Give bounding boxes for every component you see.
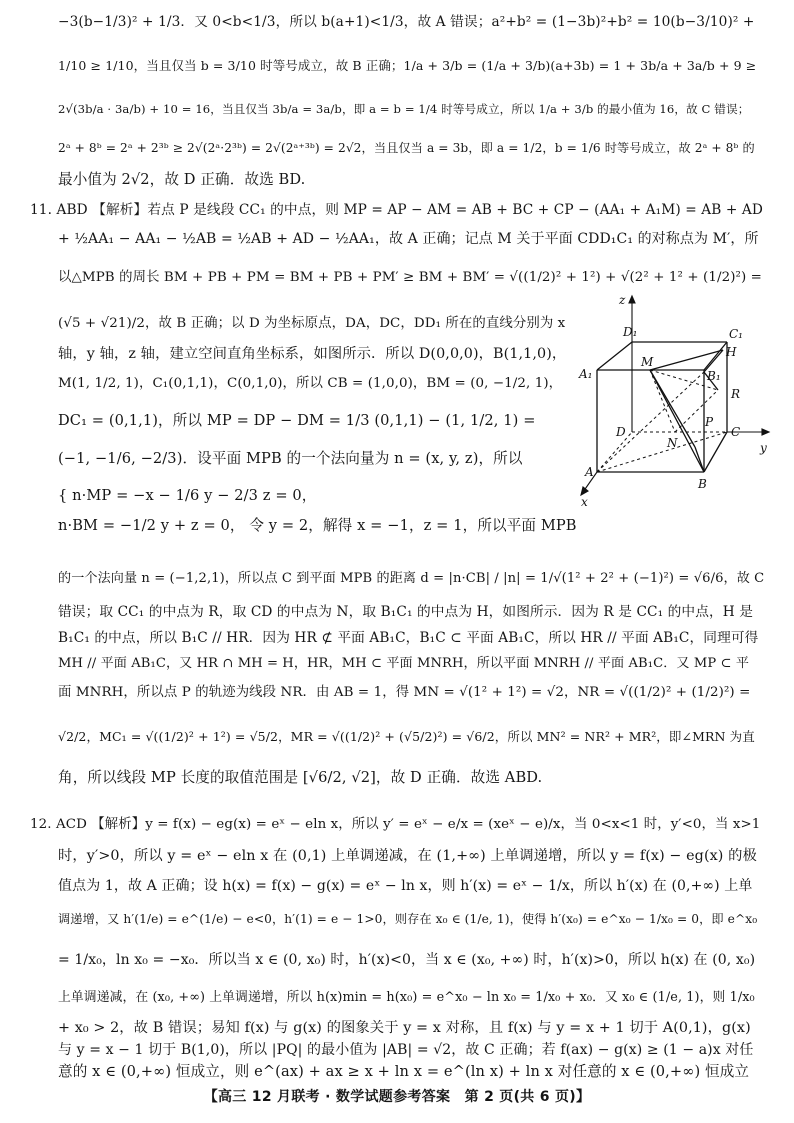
point-label-n: N (667, 436, 678, 450)
q12-heading-line: 12. ACD 【解析】y = f(x) − eg(x) = eˣ − eln x，所以 y′ = eˣ − e/x = (xeˣ − e)/x，当 0<x<1 时，y′<0，当 x>1 (30, 817, 761, 832)
text-line: B₁C₁ 的中点，所以 B₁C // HR．因为 HR ⊄ 平面 AB₁C，B₁C ⊂ 平面 AB₁C，所以 HR // 平面 AB₁C，同理可得 (58, 630, 759, 646)
page-footer: 【高三 12 月联考 · 数学试题参考答案 第 2 页(共 6 页)】 (203, 1089, 591, 1105)
point-label-p: P (705, 415, 714, 429)
text-line: −3(b−1/3)² + 1/3．又 0<b<1/3，所以 b(a+1)<1/3，故 A 错误；a²+b² = (1−3b)²+b² = 10(b−3/10)² + (58, 14, 755, 30)
cube-figure (575, 292, 775, 517)
text-line: DC₁ = (0,1,1)，所以 MP = DP − DM = 1/3 (0,1,1) − (1, 1/2, 1) = (58, 412, 536, 429)
text-line: + ½AA₁ − AA₁ − ½AB = ½AB + AD − ½AA₁，故 A 正确；记点 M 关于平面 CDD₁C₁ 的对称点为 M′，所 (58, 231, 759, 247)
text-line: 错误；取 CC₁ 的中点为 R，取 CD 的中点为 N，取 B₁C₁ 的中点为 H，如图所示．因为 R 是 CC₁ 的中点，H 是 (58, 604, 754, 620)
vertex-label-c1: C₁ (729, 327, 743, 341)
point-label-m: M (641, 355, 654, 369)
q11-heading-line: 11. ABD 【解析】若点 P 是线段 CC₁ 的中点，则 MP = AP − AM = AB + BC + CP − (AA₁ + A₁M) = AB + AD (30, 202, 763, 218)
text-line: 2√(3b/a · 3a/b) + 10 = 16，当且仅当 3b/a = 3a/b，即 a = b = 1/4 时等号成立，所以 1/a + 3/b 的最小值为 16，故 C 错误； (58, 102, 750, 116)
text-line: 调递增，又 h′(1/e) = e^(1/e) − e<0，h′(1) = e − 1>0，则存在 x₀ ∈ (1/e, 1)，使得 h′(x₀) = e^x₀ − 1/x₀ = 0，即 e^x₀ (58, 912, 758, 926)
text-line: 角，所以线段 MP 长度的取值范围是 [√6/2, √2]，故 D 正确．故选 ABD. (58, 769, 543, 786)
text-line: n·BM = −1/2 y + z = 0， 令 y = 2，解得 x = −1，z = 1，所以平面 MPB (58, 517, 577, 534)
vertex-label-a1: A₁ (579, 367, 593, 381)
axis-label-z: z (619, 293, 626, 307)
text-line: 上单调递减，在 (x₀, +∞) 上单调递增，所以 h(x)min = h(x₀) = e^x₀ − ln x₀ = 1/x₀ + x₀．又 x₀ ∈ (1/e, 1)，则 1/x₀ (58, 990, 755, 1005)
text-line: 轴，y 轴，z 轴，建立空间直角坐标系，如图所示．所以 D(0,0,0)，B(1,1,0)， (58, 346, 567, 362)
vertex-label-b: B (698, 477, 707, 491)
text-line: 以△MPB 的周长 BM + PB + PM = BM + PB + PM′ ≥ BM + BM′ = √((1/2)² + 1²) + √(2² + 1² + (1/2)²) = (58, 270, 762, 285)
text-line: 1/10 ≥ 1/10，当且仅当 b = 3/10 时等号成立，故 B 正确；1/a + 3/b = (1/a + 3/b)(a+3b) = 1 + 3b/a + 3a/b + 9 ≥ (58, 58, 757, 73)
text-line: M(1, 1/2, 1)，C₁(0,1,1)，C(0,1,0)，所以 CB = (1,0,0)，BM = (0, −1/2, 1)， (58, 376, 563, 391)
text-line: = 1/x₀，ln x₀ = −x₀．所以当 x ∈ (0, x₀) 时，h′(x)<0，当 x ∈ (x₀, +∞) 时，h′(x)>0，所以 h(x) 在 (0, x₀) (58, 952, 756, 968)
text-line: 与 y = x − 1 切于 B(1,0)，所以 |PQ| 的最小值为 |AB| = √2，故 C 正确；若 f(ax) − g(x) ≥ (1 − a)x 对任 (58, 1042, 754, 1058)
point-label-h: H (726, 345, 737, 359)
vertex-label-a: A (585, 465, 594, 479)
text-line: MH // 平面 AB₁C，又 HR ∩ MH = H，HR，MH ⊂ 平面 MNRH，所以平面 MNRH // 平面 AB₁C．又 MP ⊂ 平 (58, 656, 750, 671)
vertex-label-c: C (731, 425, 741, 439)
text-line: 意的 x ∈ (0,+∞) 恒成立，则 e^(ax) + ax ≥ x + ln x = e^(ln x) + ln x 对任意的 x ∈ (0,+∞) 恒成立 (58, 1063, 750, 1080)
axis-label-x: x (581, 495, 588, 509)
text-line: 时，y′>0，所以 y = eˣ − eln x 在 (0,1) 上单调递减，在 (1,+∞) 上单调递增，所以 y = f(x) − eg(x) 的极 (58, 848, 757, 864)
text-line: + x₀ > 2，故 B 错误；易知 f(x) 与 g(x) 的图象关于 y = x 对称，且 f(x) 与 y = x + 1 切于 A(0,1)，g(x) (58, 1020, 751, 1036)
text-line: (−1, −1/6, −2/3)．设平面 MPB 的一个法向量为 n = (x, y, z)，所以 (58, 450, 523, 467)
text-line: 面 MNRH，所以点 P 的轨迹为线段 NR．由 AB = 1，得 MN = √(1² + 1²) = √2，NR = √((1/2)² + (1/2)²) = (58, 685, 751, 700)
text-line: 最小值为 2√2，故 D 正确．故选 BD. (58, 171, 306, 188)
text-line: { n·MP = −x − 1/6 y − 2/3 z = 0， (58, 487, 317, 504)
text-line: √2/2，MC₁ = √((1/2)² + 1²) = √5/2，MR = √((1/2)² + (√5/2)²) = √6/2，所以 MN² = NR² + MR²，即∠MRN 为直 (58, 729, 755, 744)
vertex-label-b1: B₁ (707, 369, 721, 383)
text-line: 值点为 1，故 A 正确；设 h(x) = f(x) − g(x) = eˣ − ln x，则 h′(x) = eˣ − 1/x，所以 h′(x) 在 (0,+∞) 上单 (58, 878, 753, 894)
vertex-label-d1: D₁ (623, 325, 638, 339)
text-line: 的一个法向量 n = (−1,2,1)，所以点 C 到平面 MPB 的距离 d = |n·CB| / |n| = 1/√(1² + 2² + (−1)²) = √6/6，故 C (58, 571, 765, 586)
axis-label-y: y (760, 441, 767, 455)
vertex-label-d: D (616, 425, 626, 439)
point-label-r: R (731, 387, 741, 401)
cube-diagram (575, 292, 775, 517)
text-line: 2ᵃ + 8ᵇ = 2ᵃ + 2³ᵇ ≥ 2√(2ᵃ·2³ᵇ) = 2√(2ᵃ⁺³ᵇ) = 2√2，当且仅当 a = 3b，即 a = 1/2，b = 1/6 时等号成立，故 2ᵃ + 8ᵇ 的 (58, 141, 755, 155)
text-line: (√5 + √21)/2，故 B 正确；以 D 为坐标原点，DA，DC，DD₁ 所在的直线分别为 x (58, 316, 566, 331)
